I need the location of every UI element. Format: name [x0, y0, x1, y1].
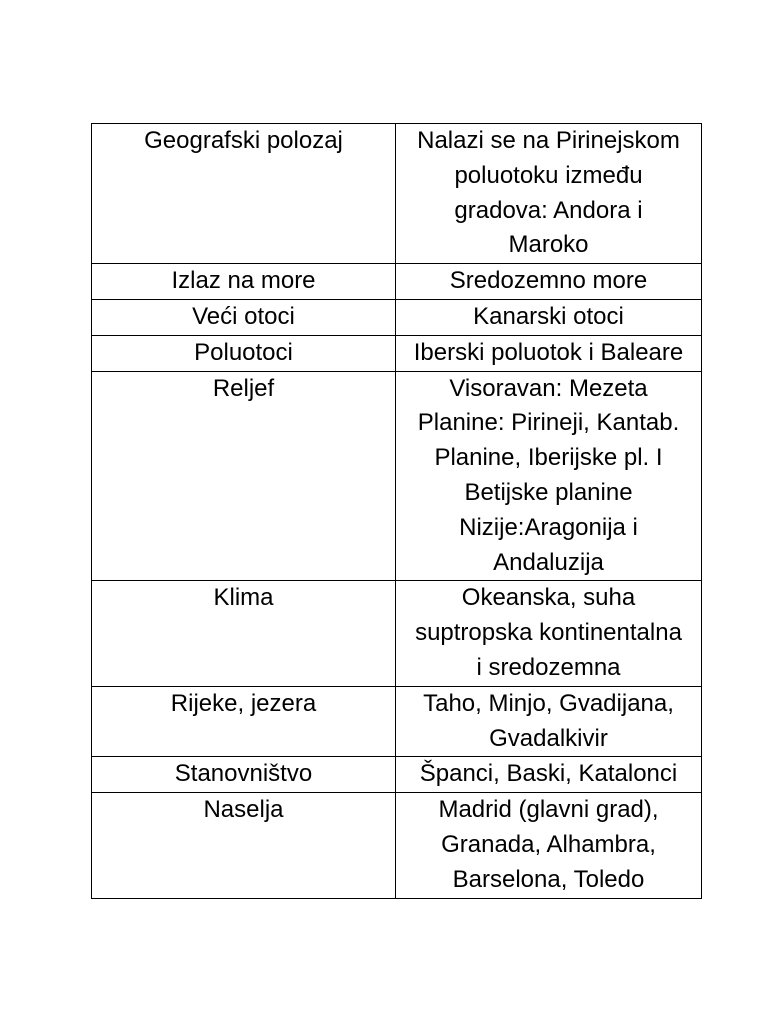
row-value: Taho, Minjo, Gvadijana, Gvadalkivir [396, 686, 702, 757]
row-value: Iberski poluotok i Baleare [396, 335, 702, 371]
table-row [92, 686, 702, 757]
row-value: Visoravan: Mezeta Planine: Pirineji, Kantab. Planine, Iberijske pl. I Betijske planine Nizije:Aragonija i Andaluzija [396, 371, 702, 581]
table-row [92, 335, 702, 371]
row-label: Veći otoci [92, 299, 396, 335]
row-label: Geografski polozaj [92, 124, 396, 264]
row-value: Španci, Baski, Katalonci [396, 757, 702, 793]
row-value: Sredozemno more [396, 264, 702, 300]
table-row [92, 793, 702, 898]
row-value: Nalazi se na Pirinejskom poluotoku između gradova: Andora i Maroko [396, 124, 702, 264]
row-value: Madrid (glavni grad), Granada, Alhambra, Barselona, Toledo [396, 793, 702, 898]
table-row [92, 299, 702, 335]
table-row [92, 757, 702, 793]
table-row [92, 581, 702, 686]
row-label: Naselja [92, 793, 396, 898]
table-row [92, 371, 702, 581]
row-label: Rijeke, jezera [92, 686, 396, 757]
row-value: Okeanska, suha suptropska kontinentalna i sredozemna [396, 581, 702, 686]
row-value: Kanarski otoci [396, 299, 702, 335]
row-label: Klima [92, 581, 396, 686]
row-label: Poluotoci [92, 335, 396, 371]
info-table [91, 123, 702, 899]
row-label: Izlaz na more [92, 264, 396, 300]
row-label: Reljef [92, 371, 396, 581]
table-row [92, 124, 702, 264]
row-label: Stanovništvo [92, 757, 396, 793]
table-row [92, 264, 702, 300]
